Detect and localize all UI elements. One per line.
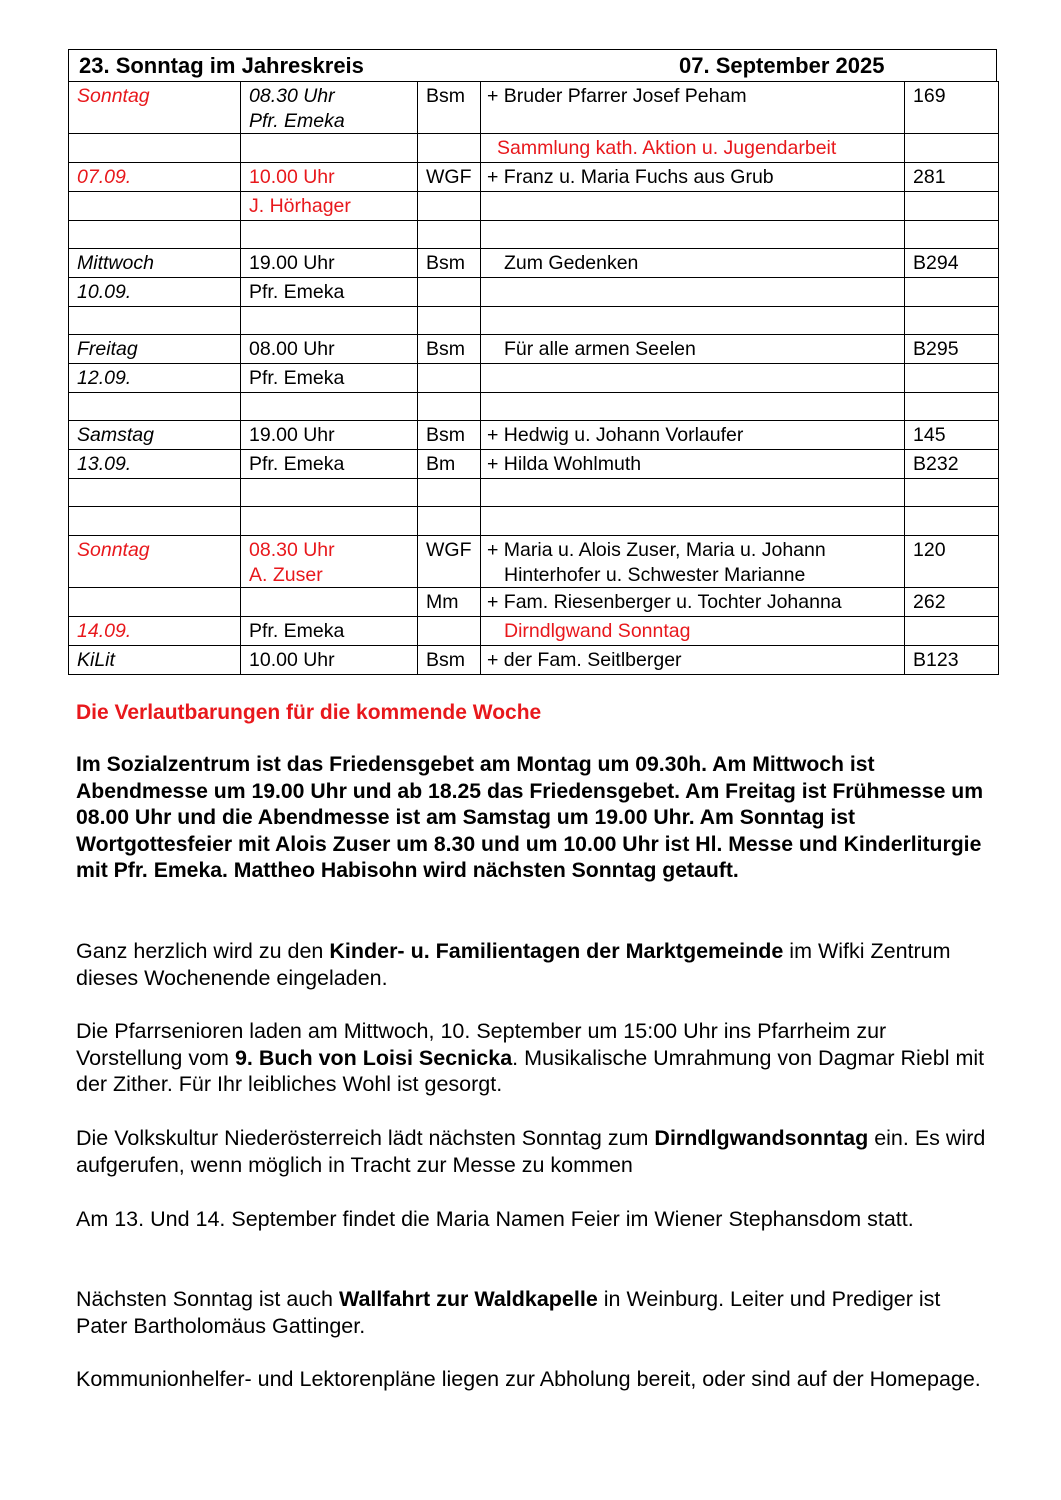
intention-text: Für alle armen Seelen — [504, 338, 696, 360]
intention-cell — [481, 335, 905, 364]
number-cell: 120 — [905, 536, 999, 588]
text-span: Nächsten Sonntag ist auch — [76, 1287, 339, 1311]
announcement-paragraph — [76, 1286, 986, 1339]
table-row — [69, 278, 999, 307]
type-cell: Bsm — [418, 421, 481, 450]
intention-cell — [481, 192, 905, 221]
day-cell: Samstag — [69, 421, 241, 450]
header-date: 07. September 2025 — [679, 53, 885, 78]
day-cell: Sonntag — [69, 536, 241, 588]
intention-cell: + Bruder Pfarrer Josef Peham — [481, 82, 905, 134]
time-cell: 19.00 Uhr — [241, 249, 418, 278]
time-cell: 10.00 Uhr — [241, 163, 418, 192]
table-row — [69, 421, 999, 450]
number-cell: 281 — [905, 163, 999, 192]
intention-cell — [481, 249, 905, 278]
time-cell: 10.00 Uhr — [241, 646, 418, 675]
text-span: Die Volkskultur Niederösterreich lädt nächsten Sonntag zum — [76, 1126, 655, 1150]
time-cell: J. Hörhager — [241, 192, 418, 221]
intention-cell: + der Fam. Seitlberger — [481, 646, 905, 675]
emphasis-text: Wallfahrt zur Waldkapelle — [338, 1287, 598, 1311]
time-cell: Pfr. Emeka — [241, 450, 418, 479]
time-cell — [241, 536, 418, 588]
type-cell: Bsm — [418, 82, 481, 134]
time-cell: 19.00 Uhr — [241, 421, 418, 450]
text-span: in Weinburg. Leiter und Prediger ist Pater Bartholomäus Gattinger. — [76, 1287, 941, 1338]
intention-cell — [481, 617, 905, 646]
schedule-table — [68, 81, 999, 675]
number-cell: 145 — [905, 421, 999, 450]
intention-text-2: Hinterhofer u. Schwester Marianne — [504, 563, 806, 586]
type-cell — [418, 192, 481, 221]
table-row — [69, 82, 999, 134]
leader-text: A. Zuser — [249, 563, 323, 586]
intention-text: + Maria u. Alois Zuser, Maria u. Johann — [487, 539, 826, 561]
day-cell: KiLit — [69, 646, 241, 675]
time-cell — [241, 82, 418, 134]
announcement-paragraph: Im Sozialzentrum ist das Friedensgebet am Montag um 09.30h. Am Mittwoch ist Abendmesse um 19.00 Uhr und ab 18.25 das Friedensgebet. Am Freitag ist Frühmesse um 08.00 Uhr und die Abendmesse ist am Samstag um 19.00 Uhr. Am Sonntag ist Wortgottesfeier mit Alois Zuser um 8.30 und um 10.00 Uhr ist Hl. Messe und Kinderliturgie mit Pfr. Emeka. Mattheo Habisohn wird nächsten Sonntag getauft. — [76, 753, 984, 883]
announcement-paragraph: Am 13. Und 14. September findet die Maria Namen Feier im Wiener Stephansdom statt. — [76, 1207, 914, 1231]
time-text: 08.30 Uhr — [249, 539, 335, 561]
text-span: im Wifki Zentrum dieses Wochenende eingeladen. — [76, 939, 951, 990]
emphasis-text: 9. Buch von Loisi Secnicka — [234, 1045, 513, 1070]
announcement-paragraph — [76, 1125, 986, 1178]
table-row — [69, 617, 999, 646]
table-row-empty — [69, 393, 999, 421]
table-row — [69, 134, 999, 163]
table-row-empty — [69, 507, 999, 536]
type-cell: Bsm — [418, 646, 481, 675]
intention-cell: + Fam. Riesenberger u. Tochter Johanna — [481, 588, 905, 617]
day-cell: 12.09. — [69, 364, 241, 393]
table-row — [69, 646, 999, 675]
header-title: 23. Sonntag im Jahreskreis — [79, 53, 364, 78]
table-row-empty — [69, 221, 999, 249]
day-cell: 14.09. — [69, 617, 241, 646]
time-cell: Pfr. Emeka — [241, 617, 418, 646]
table-row — [69, 536, 999, 588]
text-span: ein. Es wird aufgerufen, wenn möglich in Tracht zur Messe zu kommen — [76, 1126, 986, 1177]
priest-text: Pfr. Emeka — [249, 109, 345, 132]
table-row — [69, 192, 999, 221]
table-row — [69, 335, 999, 364]
day-cell: Sonntag — [69, 82, 241, 134]
number-cell: B295 — [905, 335, 999, 364]
intention-cell: + Hilda Wohlmuth — [481, 450, 905, 479]
announcement-paragraph — [76, 1018, 986, 1098]
day-cell: Freitag — [69, 335, 241, 364]
schedule-header — [68, 49, 997, 81]
number-cell — [905, 192, 999, 221]
day-cell: 07.09. — [69, 163, 241, 192]
type-cell — [418, 134, 481, 163]
table-row — [69, 163, 999, 192]
intention-cell: + Franz u. Maria Fuchs aus Grub — [481, 163, 905, 192]
emphasis-text: Dirndlgwandsonntag — [654, 1126, 869, 1150]
type-cell: Mm — [418, 588, 481, 617]
time-cell — [241, 134, 418, 163]
text-span: . Musikalische Umrahmung von Dagmar Riebl mit der Zither. Für Ihr leibliches Wohl ist gesorgt. — [76, 1045, 985, 1097]
text-span: Ganz herzlich wird zu den — [76, 939, 330, 963]
time-text: 08.30 Uhr — [249, 85, 335, 107]
day-cell: Mittwoch — [69, 249, 241, 278]
table-row — [69, 364, 999, 393]
number-cell: 169 — [905, 82, 999, 134]
type-cell: WGF — [418, 536, 481, 588]
day-cell: 13.09. — [69, 450, 241, 479]
table-row-empty — [69, 479, 999, 507]
announcements-heading: Die Verlautbarungen für die kommende Woche — [76, 701, 542, 724]
announcement-paragraph: Kommunionhelfer- und Lektorenpläne liegen zur Abholung bereit, oder sind auf der Homepage. — [76, 1367, 981, 1391]
announcement-paragraph — [76, 938, 986, 991]
number-cell: B294 — [905, 249, 999, 278]
type-cell: Bm — [418, 450, 481, 479]
day-cell — [69, 134, 241, 163]
intention-cell — [481, 134, 905, 163]
number-cell: B123 — [905, 646, 999, 675]
intention-text: Sammlung kath. Aktion u. Jugendarbeit — [497, 137, 837, 159]
intention-cell: + Hedwig u. Johann Vorlaufer — [481, 421, 905, 450]
table-row-empty — [69, 307, 999, 335]
number-cell: 262 — [905, 588, 999, 617]
time-cell: 08.00 Uhr — [241, 335, 418, 364]
day-cell — [69, 192, 241, 221]
intention-text: Dirndlgwand Sonntag — [504, 620, 691, 642]
type-cell: WGF — [418, 163, 481, 192]
type-cell: Bsm — [418, 335, 481, 364]
type-cell: Bsm — [418, 249, 481, 278]
number-cell — [905, 134, 999, 163]
table-row — [69, 588, 999, 617]
number-cell: B232 — [905, 450, 999, 479]
text-span: Die Pfarrsenioren laden am Mittwoch, 10. September um 15:00 Uhr ins Pfarrheim zur Vorstellung vom — [76, 1019, 887, 1070]
table-row — [69, 249, 999, 278]
table-row — [69, 450, 999, 479]
emphasis-text: Kinder- u. Familientagen der Marktgemeinde — [329, 939, 784, 963]
time-cell: Pfr. Emeka — [241, 364, 418, 393]
intention-cell — [481, 536, 905, 588]
day-cell: 10.09. — [69, 278, 241, 307]
time-cell: Pfr. Emeka — [241, 278, 418, 307]
intention-text: Zum Gedenken — [504, 252, 639, 274]
